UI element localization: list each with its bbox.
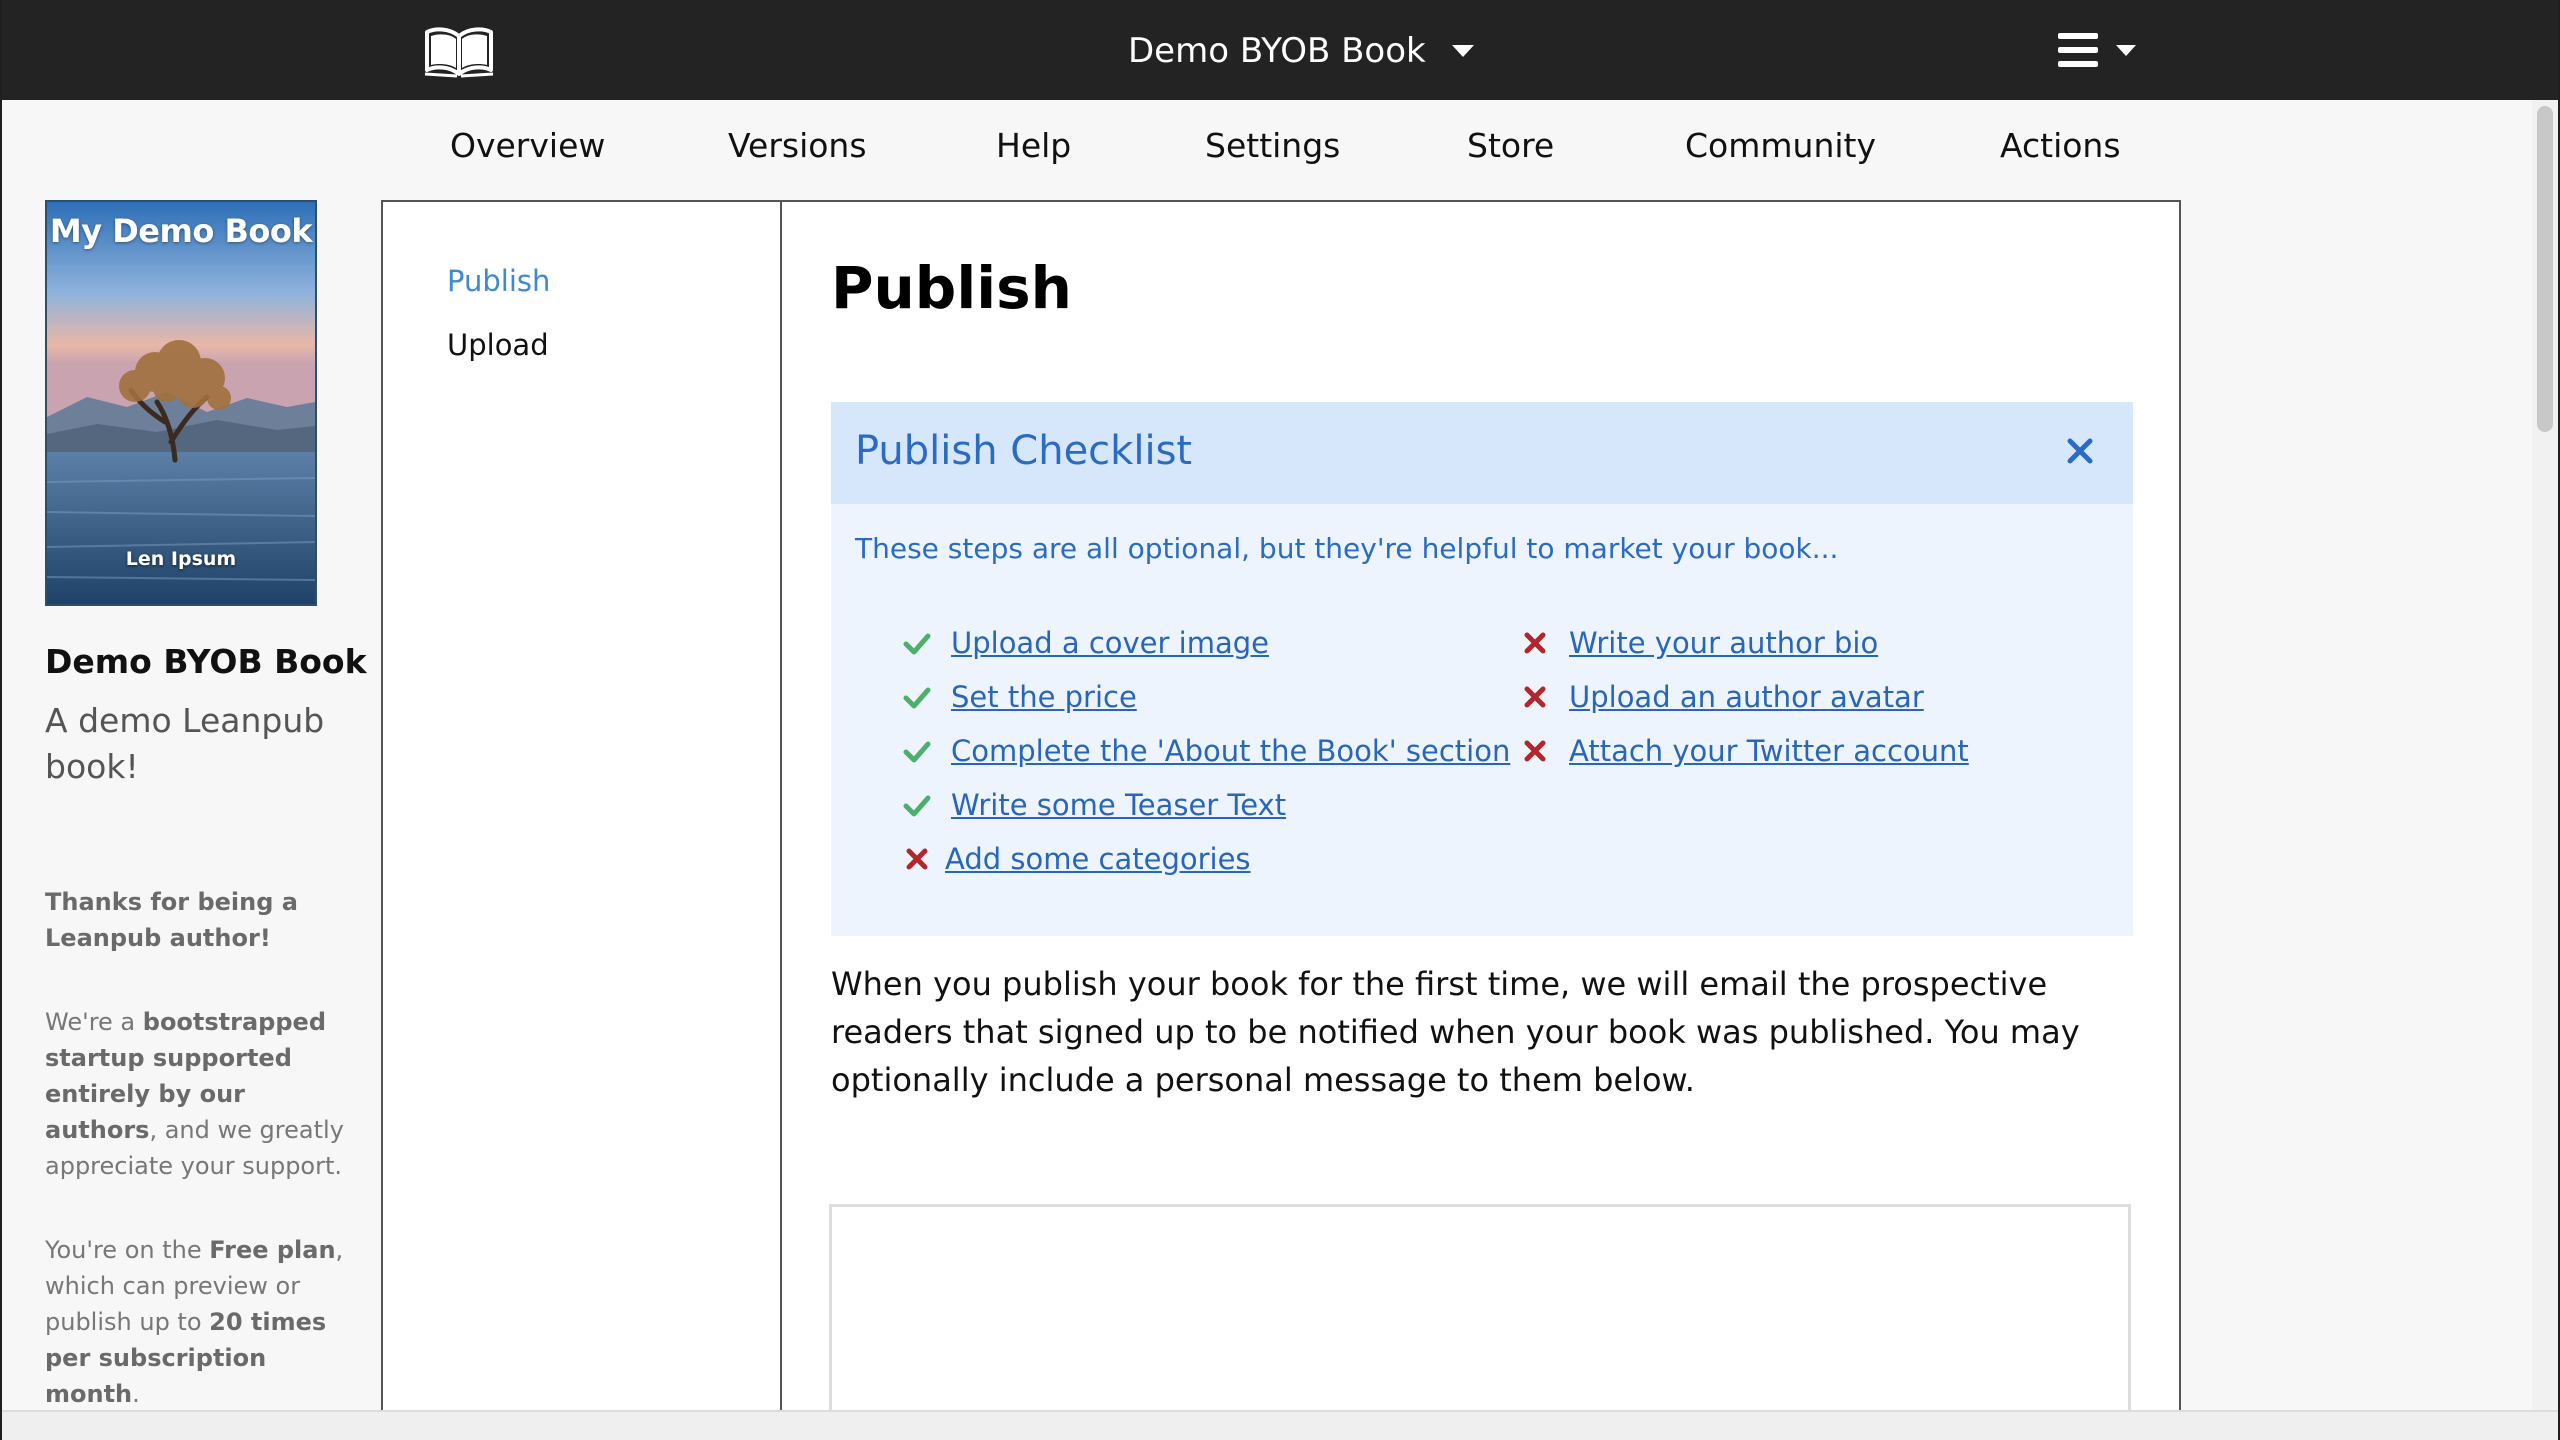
check-icon xyxy=(903,737,931,765)
checklist-title: Publish Checklist xyxy=(855,428,1193,474)
hamburger-icon xyxy=(2058,33,2098,67)
main-menu-button[interactable] xyxy=(2058,30,2136,70)
page-title: Publish xyxy=(831,254,1072,322)
book-name: Demo BYOB Book xyxy=(45,642,367,681)
scrollbar-thumb[interactable] xyxy=(2537,106,2553,432)
subnav-publish[interactable]: Publish xyxy=(447,264,551,298)
about-book-link[interactable]: Complete the 'About the Book' section xyxy=(951,734,1511,768)
subnav-upload[interactable]: Upload xyxy=(447,328,549,362)
checklist-item xyxy=(903,680,1137,714)
teaser-text-link[interactable]: Write some Teaser Text xyxy=(951,788,1287,822)
open-book-icon[interactable] xyxy=(423,24,495,78)
checklist-item xyxy=(903,842,1251,876)
tab-help[interactable]: Help xyxy=(996,126,1072,165)
check-icon xyxy=(903,791,931,819)
tab-store[interactable]: Store xyxy=(1467,126,1555,165)
checklist-item xyxy=(903,626,1269,660)
cover-author: Len Ipsum xyxy=(125,548,237,570)
promo-thanks: Thanks for being a Leanpub author! xyxy=(45,888,298,952)
caret-down-icon xyxy=(1452,45,1474,57)
checklist-item xyxy=(903,788,1286,822)
book-tabs xyxy=(382,100,2182,200)
tab-overview[interactable]: Overview xyxy=(450,126,606,165)
checklist-intro: These steps are all optional, but they're helpful to market your book... xyxy=(855,532,1839,565)
check-icon xyxy=(903,629,931,657)
tab-actions[interactable]: Actions xyxy=(2000,126,2121,165)
book-cover-image[interactable] xyxy=(45,200,317,606)
promo-support: We're a bootstrapped startup supported entirely by our authors, and we greatly appreciate your support. xyxy=(45,1008,344,1180)
author-avatar-link[interactable]: Upload an author avatar xyxy=(1569,680,1924,714)
cover-title: My Demo Book xyxy=(49,212,313,250)
release-notes-input[interactable] xyxy=(829,1204,2131,1414)
set-price-link[interactable]: Set the price xyxy=(951,680,1137,714)
checklist-item xyxy=(903,734,1510,768)
tab-versions[interactable]: Versions xyxy=(728,126,867,165)
add-categories-link[interactable]: Add some categories xyxy=(945,842,1251,876)
tab-settings[interactable]: Settings xyxy=(1205,126,1341,165)
cross-icon xyxy=(1521,683,1549,711)
publish-subnav xyxy=(383,202,782,1440)
cross-icon xyxy=(1521,737,1549,765)
tab-community[interactable]: Community xyxy=(1685,126,1876,165)
publish-description: When you publish your book for the first time, we will email the prospective readers that signed up to be notified when your book was published. You may optionally include a personal message to them below. xyxy=(831,965,2080,1099)
publish-checklist xyxy=(831,402,2133,936)
checklist-header xyxy=(831,402,2133,504)
twitter-account-link[interactable]: Attach your Twitter account xyxy=(1569,734,1969,768)
window-bottom-bar xyxy=(0,1410,2560,1440)
promo-plan: You're on the Free plan, which can preview or publish up to 20 times per subscription month. xyxy=(45,1236,344,1408)
upload-cover-link[interactable]: Upload a cover image xyxy=(951,626,1269,660)
top-bar xyxy=(0,0,2560,100)
author-bio-link[interactable]: Write your author bio xyxy=(1569,626,1879,660)
checklist-item xyxy=(1521,680,1924,714)
book-select-dropdown[interactable] xyxy=(1128,26,1474,76)
check-icon xyxy=(903,683,931,711)
cross-icon xyxy=(903,845,931,873)
book-select-label: Demo BYOB Book xyxy=(1128,31,1426,71)
book-subtitle: A demo Leanpub book! xyxy=(45,701,325,786)
checklist-item xyxy=(1521,734,1969,768)
cross-icon xyxy=(1521,629,1549,657)
caret-down-icon xyxy=(2116,45,2136,56)
checklist-item xyxy=(1521,626,1878,660)
close-icon[interactable] xyxy=(2065,436,2095,466)
